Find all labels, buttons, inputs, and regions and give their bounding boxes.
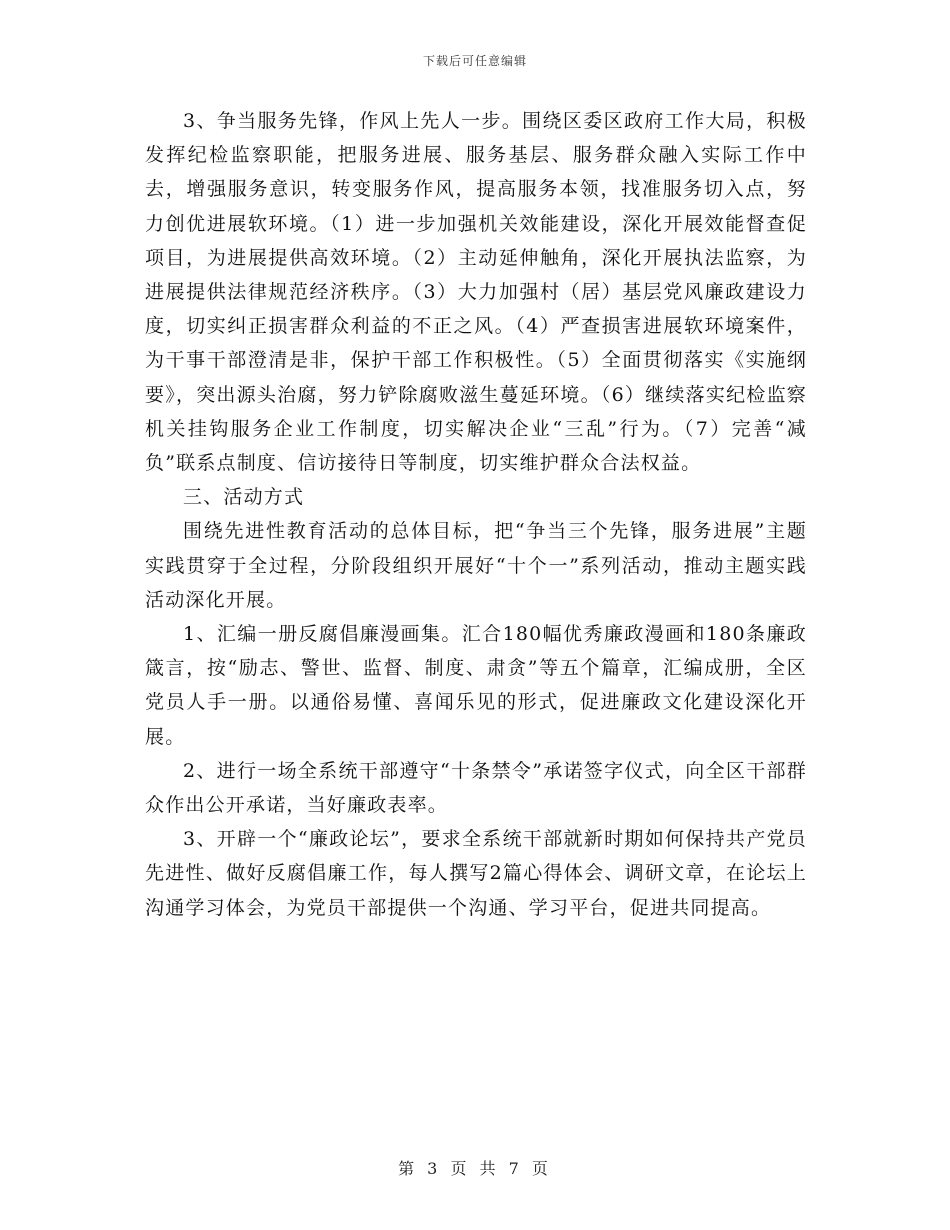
paragraph-item-pledge-ceremony: 2、进行一场全系统干部遵守“十条禁令”承诺签字仪式，向全区干部群众作出公开承诺，当好廉政表率。	[145, 759, 807, 817]
paragraph-item-comic-collection: 1、汇编一册反腐倡廉漫画集。汇合180幅优秀廉政漫画和180条廉政箴言，按“励志、警世、监督、制度、肃贪”等五个篇章，汇编成册，全区党员人手一册。以通俗易懂、喜闻乐见的形式，促进廉政文化建设深化开展。	[145, 623, 807, 748]
page-header-note: 下载后可任意编辑	[422, 54, 527, 68]
section-heading-activity-methods: 三、活动方式	[183, 486, 305, 509]
paragraph-activity-goal: 围绕先进性教育活动的总体目标，把“争当三个先锋，服务进展”主题实践贯穿于全过程，分阶段组织开展好“十个一”系列活动，推动主题实践活动深化开展。	[145, 520, 807, 611]
document-body	[145, 104, 807, 925]
page-number: 第 3 页 共 7 页	[398, 1159, 552, 1178]
paragraph-item-integrity-forum: 3、开辟一个“廉政论坛”，要求全系统干部就新时期如何保持共产党员先进性、做好反腐倡廉工作，每人撰写2篇心得体会、调研文章，在论坛上沟通学习体会，为党员干部提供一个沟通、学习平台，促进共同提高。	[145, 828, 807, 919]
paragraph-service-pioneer: 3、争当服务先锋，作风上先人一步。围绕区委区政府工作大局，积极发挥纪检监察职能，把服务进展、服务基层、服务群众融入实际工作中去，增强服务意识，转变服务作风，提高服务本领，找准服务切入点，努力创优进展软环境。（1）进一步加强机关效能建设，深化开展效能督查促项目，为进展提供高效环境。（2）主动延伸触角，深化开展执法监察，为进展提供法律规范经济秩序。（3）大力加强村（居）基层党风廉政建设力度，切实纠正损害群众利益的不正之风。（4）严查损害进展软环境案件，为干事干部澄清是非，保护干部工作积极性。（5）全面贯彻落实《实施纲要》，突出源头治腐，努力铲除腐败滋生蔓延环境。（6）继续落实纪检监察机关挂钩服务企业工作制度，切实解决企业“三乱”行为。（7）完善“减负”联系点制度、信访接待日等制度，切实维护群众合法权益。	[145, 110, 807, 475]
